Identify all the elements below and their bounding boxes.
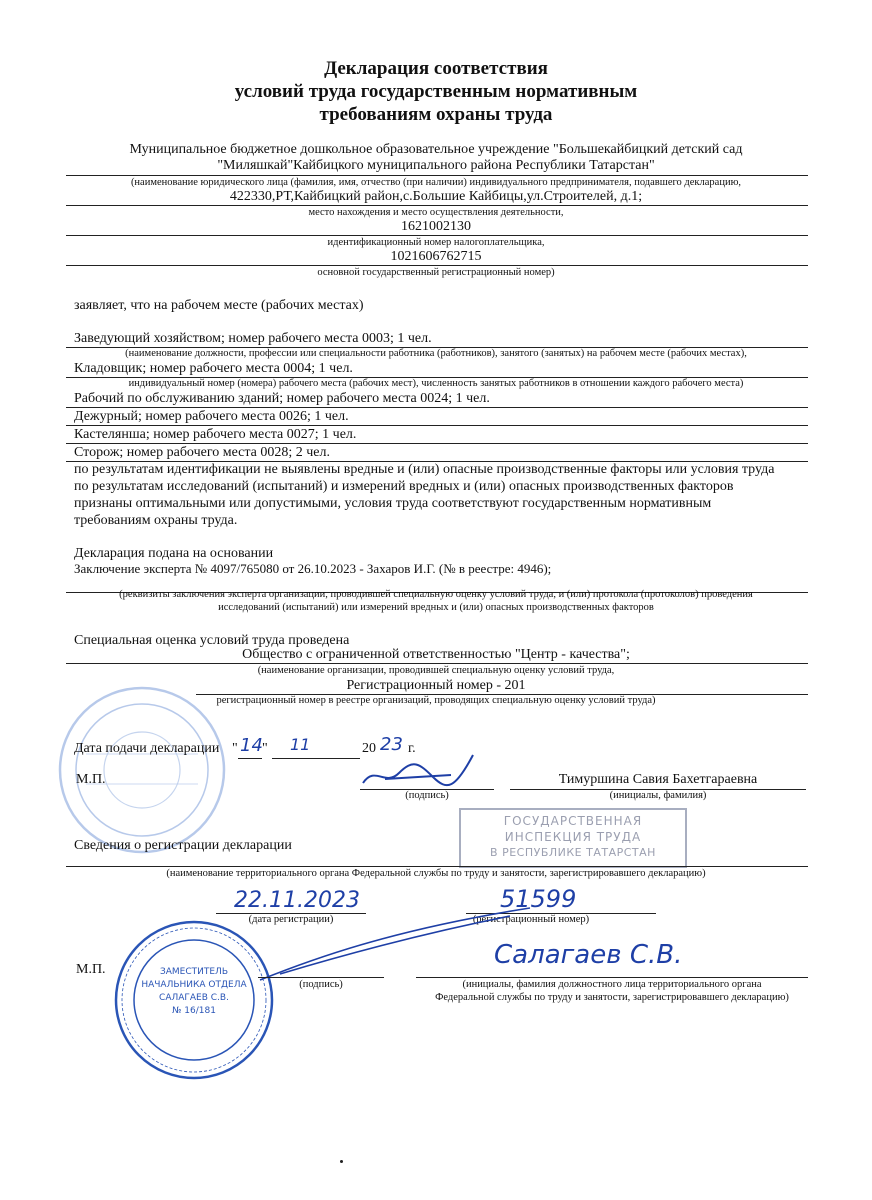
labor-inspection-stamp bbox=[459, 808, 687, 868]
workplace-item: Кладовщик; номер рабочего места 0004; 1 чел. bbox=[74, 361, 353, 376]
divider bbox=[66, 175, 808, 176]
submission-day: 14 bbox=[240, 735, 263, 756]
assessment-label: Специальная оценка условий труда проведена bbox=[74, 633, 350, 648]
ogrn-value: 1021606762715 bbox=[390, 249, 482, 264]
org-caption: (наименование юридического лица (фамилия, имя, отчество (при наличии) индивидуального предпринимателя, подавшего декларацию, bbox=[130, 177, 742, 188]
registration-label: Сведения о регистрации декларации bbox=[74, 838, 292, 853]
result-line-4: требованиям охраны труда. bbox=[74, 513, 238, 528]
workplaces-caption-2: индивидуальный номер (номера) рабочего места (рабочих мест), численность занятых работников в отношении каждого рабочего места) bbox=[128, 378, 744, 389]
submission-month: 11 bbox=[290, 735, 311, 754]
submission-mp: М.П. bbox=[76, 772, 106, 787]
result-line-3: признаны оптимальными или допустимыми, условия труда соответствуют государственным нормативным bbox=[74, 496, 712, 511]
divider bbox=[66, 663, 808, 664]
submission-year-suffix: 23 bbox=[380, 734, 403, 755]
basis-value: Заключение эксперта № 4097/765080 от 26.10.2023 - Захаров И.Г. (№ в реестре: 4946); bbox=[74, 561, 552, 576]
divider bbox=[66, 265, 808, 266]
basis-caption-1: (реквизиты заключения эксперта организации, проводившей специальную оценку условий труда, и (или) протокола (протоколов) проведения bbox=[119, 589, 753, 600]
divider bbox=[66, 866, 808, 867]
registration-date: 22.11.2023 bbox=[234, 888, 360, 913]
page: Декларация соответствия условий труда государственным нормативным требованиям охраны труда Муниципальное бюджетное дошкольное образовательное учреждение "Большекайбицкий детский сад "Миляшкай"Кайбицкого муниципального района Республики Татарстан" (наименование юридического лица (фамилия, имя, отчество (при наличии) индивидуального предпринимателя, подавшего декларацию, 422330,РТ,Кайбицкий район,с.Большие Кайбицы,ул.Строителей, д.1; место нахождения и место осуществления деятельности, 1621002130 идентификационный номер налогоплательщика, 1021606762715 основной государственный регистрационный номер) заявляет, что на рабочем месте (рабочих местах) Заведующий хозяйством; номер рабочего места 0003; 1 чел. (наименование должности, профессии или специальности работника (работников), занятого (занятых) на рабочем месте (рабочих местах), Кладовщик; номер рабочего места 0004; 1 чел. индивидуальный номер (номера) рабочего места (рабочих мест), численность занятых работников в отношении каждого рабочего места) Рабочий по обслуживанию зданий; номер рабочего места 0024; 1 чел. Дежурный; номер рабочего места 0026; 1 чел. Кастелянша; номер рабочего места 0027; 1 чел. Сторож; номер рабочего места 0028; 2 чел. по результатам идентификации не выявлены вредные и (или) опасные производственные факторы или условия труда по результатам исследований (испытаний) и измерений вредных и (или) опасных производственных факторов признаны оптимальными или допустимыми, условия труда соответствуют государственным нормативным требованиям охраны труда. Декларация подана на основании Заключение эксперта № 4097/765080 от 26.10.2023 - Захаров И.Г. (№ в реестре: 4946); (реквизиты заключения эксперта организации, проводившей специальную оценку условий труда, и (или) протокола (протоколов) проведения исследований (испытаний) или измерений вредных и (или) опасных производственных факторов Специальная оценка условий труда проведена Общество с ограниченной ответственностью "Центр - качества"; (наименование организации, проводившей специальную оценку условий труда, Регистрационный номер - 201 регистрационный номер в реестре организаций, проводящих специальную оценку условий труда) Дата подачи декларации " 14 " 11 20 23 г. М.П. (подпись) Тимуршина Савия Бахетгараевна (инициалы, фамилия) ГОСУДАРСТВЕННАЯ ИНСПЕКЦИЯ ТРУДА В РЕСПУБЛИКЕ ТАТАРСТАН Сведения о регистрации декларации (наименование территориального органа Федеральной службы по труду и занятости, зарегистрировавшего декларацию) 22.11.2023 (дата регистрации) 51599 (регистрационный номер) М.П. ЗАМЕСТИТЕЛЬ НАЧАЛЬНИКА ОТДЕЛА САЛАГАЕВ С.В. № 16/181 (подпись) Салагаев С.В. (инициалы, фамилия должностного лица территориального органа Федеральной службы по труду и занятости, зарегистрировавшего декларацию) bbox=[0, 0, 872, 1200]
submission-year-prefix: 20 bbox=[362, 741, 376, 756]
registration-mp: М.П. bbox=[76, 962, 106, 977]
underline bbox=[258, 977, 384, 978]
ministry-stamp-line-3: САЛАГАЕВ С.В. bbox=[159, 993, 229, 1003]
registration-signature-caption: (подпись) bbox=[299, 979, 343, 990]
document-title-line-1: Декларация соответствия bbox=[324, 58, 548, 79]
statement: заявляет, что на рабочем месте (рабочих местах) bbox=[74, 298, 364, 313]
assessment-reg-number: Регистрационный номер - 201 bbox=[346, 678, 526, 693]
declarant-signature bbox=[355, 745, 495, 795]
registration-organ-caption: (наименование территориального органа Федеральной службы по труду и занятости, зарегистрировавшего декларацию) bbox=[166, 868, 706, 879]
divider bbox=[66, 407, 808, 408]
basis-caption-2: исследований (испытаний) или измерений вредных и (или) опасных производственных факторов bbox=[218, 602, 654, 613]
registration-number: 51599 bbox=[500, 885, 577, 913]
assessment-org: Общество с ограниченной ответственностью "Центр - качества"; bbox=[242, 647, 630, 662]
official-signature: Салагаев С.В. bbox=[494, 940, 683, 970]
assessment-reg-caption: регистрационный номер в реестре организаций, проводящих специальную оценку условий труда) bbox=[216, 695, 656, 706]
workplaces-caption-1: (наименование должности, профессии или специальности работника (работников), занятого (занятых) на рабочем месте (рабочих местах), bbox=[125, 348, 747, 359]
ministry-stamp-line-2: НАЧАЛЬНИКА ОТДЕЛА bbox=[141, 980, 247, 990]
inn-value: 1621002130 bbox=[401, 219, 471, 234]
basis-label: Декларация подана на основании bbox=[74, 546, 274, 561]
official-caption-2: Федеральной службы по труду и занятости, зарегистрировавшего декларацию) bbox=[435, 992, 789, 1003]
divider bbox=[66, 425, 808, 426]
document-title-line-3: требованиям охраны труда bbox=[319, 104, 553, 125]
workplace-item: Дежурный; номер рабочего места 0026; 1 чел. bbox=[74, 409, 349, 424]
submission-initials-caption: (инициалы, фамилия) bbox=[609, 790, 707, 801]
submission-signer-name: Тимуршина Савия Бахетгараевна bbox=[558, 772, 758, 787]
ogrn-caption: основной государственный регистрационный номер) bbox=[317, 267, 555, 278]
submission-date-label: Дата подачи декларации bbox=[74, 741, 220, 756]
inspection-stamp-line-1: ГОСУДАРСТВЕННАЯ bbox=[503, 814, 643, 828]
inspection-stamp-line-3: В РЕСПУБЛИКЕ ТАТАРСТАН bbox=[490, 846, 656, 859]
registration-date-caption: (дата регистрации) bbox=[248, 914, 334, 925]
document-title-line-2: условий труда государственным нормативным bbox=[234, 81, 638, 102]
org-name-line-1: Муниципальное бюджетное дошкольное образовательное учреждение "Большекайбицкий детский сад bbox=[129, 142, 743, 157]
ministry-stamp-line-1: ЗАМЕСТИТЕЛЬ bbox=[159, 967, 229, 977]
ministry-stamp-line-4: № 16/181 bbox=[172, 1006, 216, 1016]
official-caption-1: (инициалы, фамилия должностного лица территориального органа bbox=[462, 979, 762, 990]
underline bbox=[416, 977, 808, 978]
declarant-signature-text bbox=[420, 770, 422, 771]
underline bbox=[238, 758, 262, 759]
org-name-line-2: "Миляшкай"Кайбицкого муниципального района Республики Татарстан" bbox=[217, 158, 655, 173]
address: 422330,РТ,Кайбицкий район,с.Большие Кайбицы,ул.Строителей, д.1; bbox=[229, 189, 643, 204]
divider bbox=[66, 235, 808, 236]
submission-signature-caption: (подпись) bbox=[405, 790, 449, 801]
workplace-item: Рабочий по обслуживанию зданий; номер рабочего места 0024; 1 чел. bbox=[74, 391, 490, 406]
page-dot bbox=[340, 1160, 343, 1163]
result-line-1: по результатам идентификации не выявлены вредные и (или) опасные производственные факторы или условия труда bbox=[74, 462, 775, 477]
divider bbox=[66, 205, 808, 206]
inspection-stamp-line-2: ИНСПЕКЦИЯ ТРУДА bbox=[504, 830, 642, 844]
underline bbox=[272, 758, 360, 759]
result-line-2: по результатам исследований (испытаний) и измерений вредных и (или) опасных производственных факторов bbox=[74, 479, 734, 494]
divider bbox=[66, 443, 808, 444]
workplace-item: Заведующий хозяйством; номер рабочего места 0003; 1 чел. bbox=[74, 331, 432, 346]
registration-number-caption: (регистрационный номер) bbox=[472, 914, 590, 925]
inn-caption: идентификационный номер налогоплательщика, bbox=[327, 237, 545, 248]
address-caption: место нахождения и место осуществления деятельности, bbox=[308, 207, 564, 218]
organization-stamp bbox=[56, 684, 228, 856]
workplace-item: Кастелянша; номер рабочего места 0027; 1 чел. bbox=[74, 427, 357, 442]
workplace-item: Сторож; номер рабочего места 0028; 2 чел. bbox=[74, 445, 330, 460]
submission-year-end: г. bbox=[408, 741, 416, 756]
assessment-org-caption: (наименование организации, проводившей специальную оценку условий труда, bbox=[257, 665, 615, 676]
